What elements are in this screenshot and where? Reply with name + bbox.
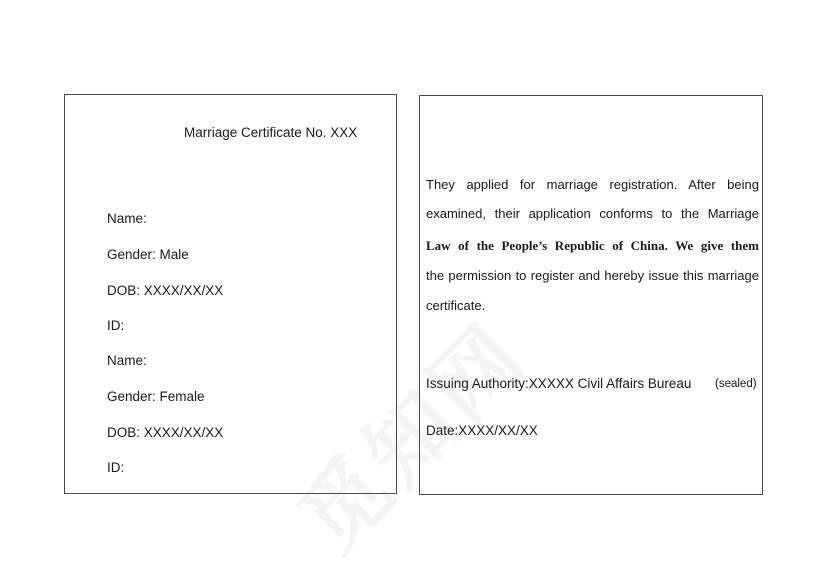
sealed-label: (sealed) [715, 378, 757, 390]
party1-gender: Gender: Male [107, 247, 189, 262]
statement-line: Law of the People’s Republic of China. We give them [426, 238, 759, 253]
issuing-authority: Issuing Authority:XXXXX Civil Affairs Bureau [426, 376, 692, 391]
left-certificate-panel [64, 94, 397, 494]
certificate-number: Marriage Certificate No. XXX [184, 125, 358, 140]
statement-line: examined, their application conforms to the Marriage [426, 206, 759, 221]
issue-date: Date:XXXX/XX/XX [426, 423, 538, 438]
party1-dob: DOB: XXXX/XX/XX [107, 283, 224, 298]
party1-id: ID: [107, 318, 125, 333]
statement-line: the permission to register and hereby issue this marriage [426, 268, 759, 283]
party2-id: ID: [107, 460, 125, 475]
statement-line: They applied for marriage registration. After being [426, 177, 759, 192]
right-certificate-panel [419, 95, 763, 495]
party2-gender: Gender: Female [107, 389, 205, 404]
statement-line: certificate. [426, 298, 486, 313]
party2-dob: DOB: XXXX/XX/XX [107, 425, 224, 440]
party2-name: Name: [107, 353, 147, 368]
party1-name: Name: [107, 211, 147, 226]
